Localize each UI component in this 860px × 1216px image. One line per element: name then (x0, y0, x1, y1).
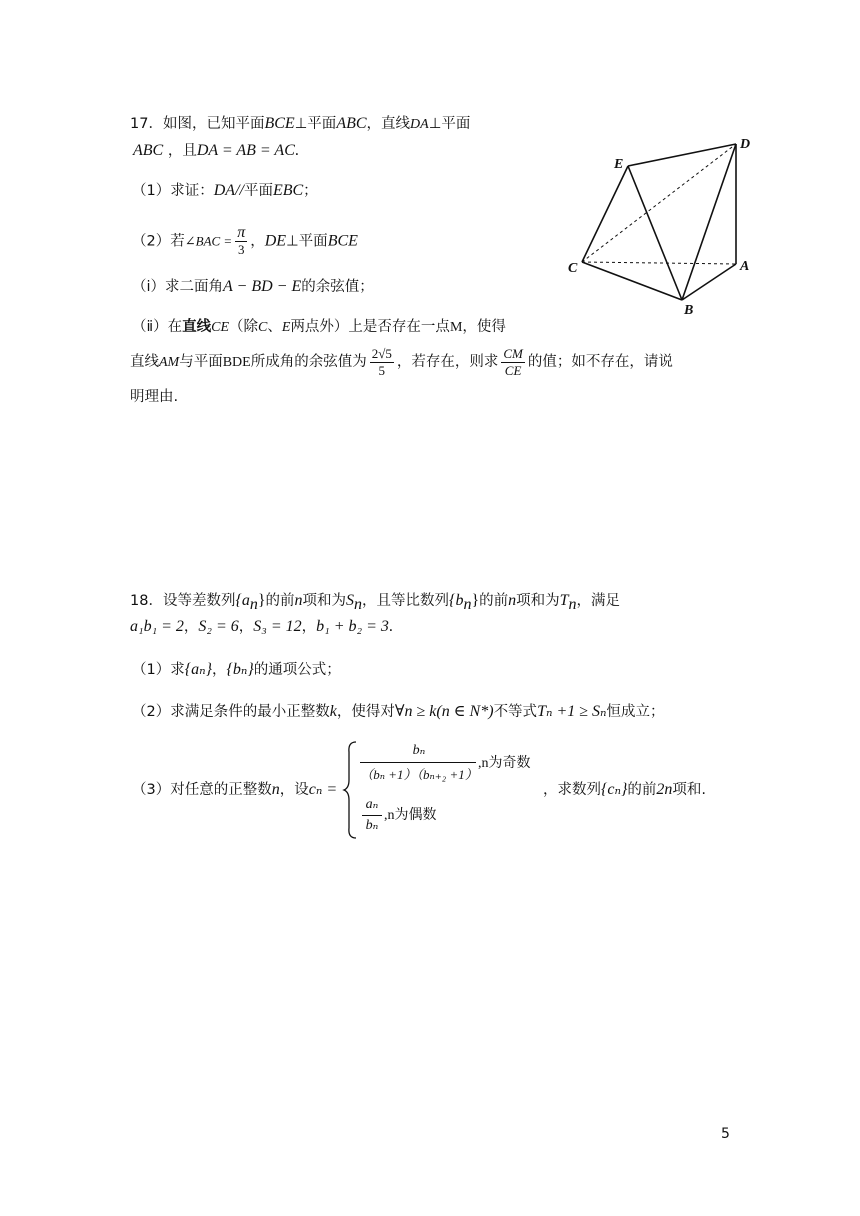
label-C: C (568, 261, 578, 276)
q18-part1 (132, 659, 341, 681)
math-E: E (281, 320, 291, 335)
math-an: {aₙ} (184, 661, 213, 678)
label-D: D (740, 137, 751, 152)
text: ，若存在，则求 (396, 354, 499, 370)
math-BCE: BCE (264, 115, 295, 132)
text: 两点外）上是否存在一点 (290, 319, 450, 335)
math: } (257, 592, 266, 609)
text: 恒成立； (606, 704, 665, 720)
row2-condition: ,n为偶数 (384, 808, 437, 823)
text: 直线 (130, 354, 159, 370)
fraction-pi-over-3 (235, 225, 247, 258)
math-C: C (258, 320, 268, 335)
edge-CA-hidden (582, 262, 736, 264)
q18-line2 (130, 616, 393, 638)
text: 项和为 (302, 593, 347, 609)
q17-part2 (132, 225, 358, 258)
q17-part2-ii-line2 (130, 344, 673, 381)
text: 的前 (627, 782, 657, 798)
math-DE: DE (264, 232, 287, 250)
text: 项和. (672, 782, 706, 798)
text: ，直线 (366, 116, 411, 132)
row2-denominator: bₙ (365, 818, 379, 833)
q18-line1 (130, 590, 620, 616)
text: 所成角的余弦值为 (250, 354, 367, 370)
math-BDE: BDE (222, 355, 251, 370)
q17-part2-ii-line3 (130, 386, 178, 408)
text: ，且 (167, 143, 197, 159)
piecewise-definition (338, 740, 538, 840)
text: ⊥平面 (286, 233, 328, 250)
math: } (471, 592, 480, 609)
text: 项和为 (516, 593, 560, 609)
text: 不等式 (493, 704, 538, 720)
q18-part3 (132, 779, 337, 801)
row2-fraction-bar (362, 815, 382, 816)
text: . (294, 142, 299, 159)
math-cn-set: {cₙ} (601, 781, 628, 798)
text: ，求数列 (543, 782, 601, 798)
math-BCE: BCE (327, 232, 358, 250)
math-inequality: Tₙ +1 ≥ Sₙ (537, 703, 607, 720)
subscript: n (568, 595, 577, 613)
math-T: T (559, 592, 569, 609)
frac-num: π (237, 224, 246, 241)
q17-part1 (132, 180, 318, 202)
math-cn: cₙ = (308, 781, 338, 798)
math-EBC: EBC (272, 182, 304, 199)
text: 明理由. (130, 389, 179, 405)
math-bn: {bₙ} (226, 661, 254, 678)
text: ， (250, 233, 265, 250)
label-B: B (684, 303, 694, 318)
row1-denominator: （bₙ +1）（bₙ₊₂ +1） (360, 767, 478, 782)
q17-line1 (130, 113, 470, 136)
subscript: n (354, 595, 363, 613)
q17-line2 (133, 140, 299, 162)
label-A: A (740, 259, 750, 274)
bold-text: 直线 (182, 319, 212, 335)
math-ABC: ABC (336, 115, 367, 132)
math-A-BD-E: A − BD − E (223, 278, 302, 295)
frac-den: CE (504, 362, 522, 378)
fraction-CM-over-CE (501, 346, 525, 379)
text: ，设 (279, 782, 309, 798)
edge-EB (628, 166, 682, 300)
part-label: （2）求满足条件的最小正整数 (132, 704, 330, 720)
part-label: （1）求 (132, 662, 185, 678)
math: {b (449, 592, 464, 609)
math-AM: AM (159, 355, 180, 370)
text: 的值；如不存在，请说 (527, 354, 673, 370)
math-ABC: ABC (133, 142, 164, 159)
left-brace (342, 740, 362, 840)
q17-part2-ii (132, 316, 506, 339)
math-2n: 2n (656, 781, 673, 798)
math-n: n (508, 592, 517, 609)
row1-condition: ,n为奇数 (478, 756, 531, 771)
text: 与平面 (179, 354, 223, 370)
row1-fraction-bar (360, 762, 476, 763)
math-n: n (294, 592, 303, 609)
text: 的前 (265, 593, 295, 609)
frac-den: 3 (237, 242, 245, 257)
text: 的通项公式； (253, 662, 341, 678)
part-label: （1）求证： (132, 183, 214, 199)
math-M: M (449, 320, 463, 335)
text: ， (301, 619, 317, 635)
text: ，满足 (576, 593, 621, 609)
q17-number-text: 17．如图，已知平面 (130, 116, 265, 132)
text: ； (303, 183, 318, 199)
text: ⊥平面 (294, 116, 337, 132)
page-number: 5 (721, 1126, 730, 1142)
row2-numerator: aₙ (365, 797, 379, 812)
text: （ⅱ）在 (132, 319, 183, 335)
math-CE: CE (211, 320, 230, 335)
frac-num: 2√5 (371, 345, 392, 361)
edge-EC (582, 166, 628, 262)
q18-part3-tail (543, 779, 706, 801)
subscript: n (249, 595, 258, 613)
math-DA-parallel: DA// (213, 182, 244, 199)
text: 、 (267, 319, 282, 335)
geometry-figure (560, 132, 760, 322)
math-k: k (329, 703, 337, 720)
q17-part2-i (132, 276, 374, 298)
math-S2: S₂ = 6 (198, 618, 239, 635)
text: ， (238, 619, 254, 635)
part-label: （2）若 (132, 233, 185, 250)
label-E: E (614, 157, 624, 172)
edge-CB (582, 262, 682, 300)
text: . (388, 618, 393, 635)
math-n: n (271, 781, 280, 798)
math: {a (235, 592, 250, 609)
row1-numerator: bₙ (412, 743, 426, 758)
text: ⊥平面 (428, 116, 471, 132)
math-S: S (346, 592, 355, 609)
edge-ED (628, 144, 736, 166)
edge-DB (682, 144, 736, 300)
edge-BA (682, 264, 736, 300)
text: ，使得对 (336, 704, 395, 720)
text: 的前 (479, 593, 509, 609)
text: 平面 (243, 183, 273, 199)
math-equality: DA = AB = AC (196, 142, 295, 159)
part-label: （3）对任意的正整数 (132, 782, 272, 798)
text: （ⅰ）求二面角 (132, 279, 224, 295)
frac-den: 5 (378, 362, 386, 378)
math-forall: ∀n ≥ k(n ∈ N*) (394, 703, 494, 720)
text: ，且等比数列 (362, 593, 450, 609)
text: ， (183, 619, 199, 635)
q18-number-text: 18．设等差数列 (130, 593, 236, 609)
math-b1-b2: b₁ + b₂ = 3 (316, 618, 389, 635)
text: ，使得 (462, 319, 506, 335)
subscript: n (463, 595, 472, 613)
math-a1b1: a₁b₁ = 2 (130, 618, 184, 635)
fraction-2sqrt5-over-5 (370, 346, 394, 379)
math-S3: S₃ = 12 (253, 618, 302, 635)
q18-part2 (132, 701, 665, 723)
text: ， (212, 662, 227, 678)
text: （除 (229, 319, 259, 335)
text: 的余弦值； (301, 279, 374, 295)
frac-num: CM (503, 345, 523, 361)
math-angle-BAC: ∠BAC = (184, 233, 233, 249)
math-DA: DA (410, 117, 429, 132)
